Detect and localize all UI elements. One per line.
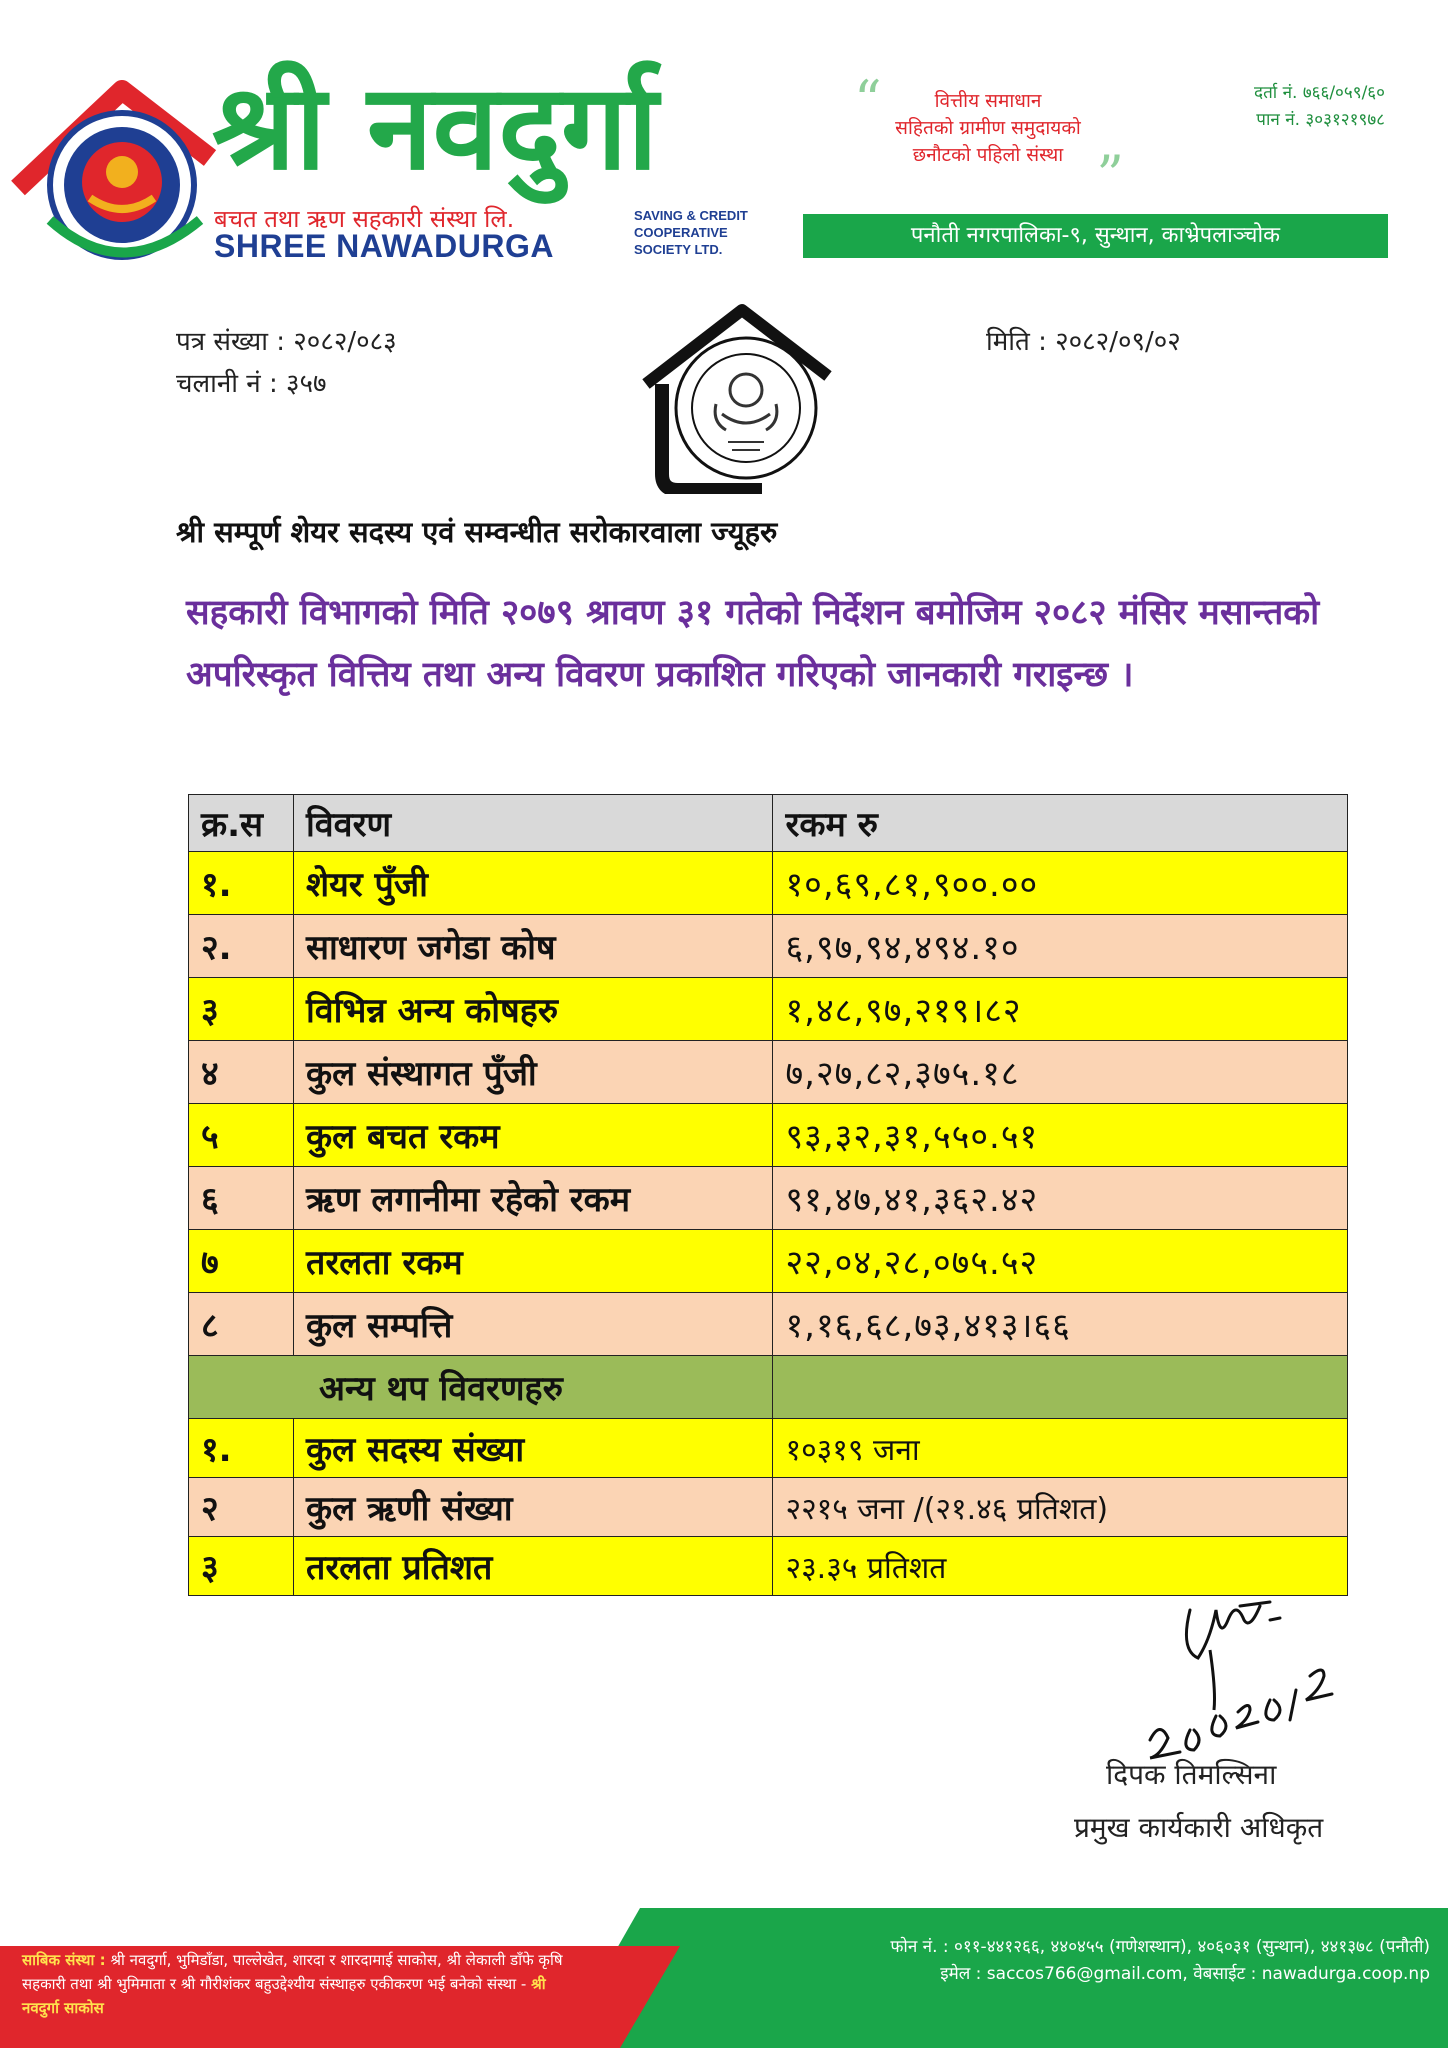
- table-row: [189, 852, 1348, 915]
- row-sn: ५: [189, 1104, 294, 1167]
- row-sn: १.: [189, 1419, 294, 1478]
- footer-former-highlight: श्री नवदुर्गा साकोस: [22, 1975, 546, 2017]
- brand-name-english: SHREE NAWADURGA: [214, 228, 554, 264]
- brand-subtitle-nepali: बचत तथा ऋण सहकारी संस्था लि.: [214, 205, 515, 233]
- table-header-row: [189, 795, 1348, 852]
- row-description: शेयर पुँजी: [293, 852, 773, 915]
- footer-contact: [640, 1934, 1430, 1988]
- footer-phone: फोन नं. : ०११-४४१२६६, ४४०४५५ (गणेशस्थान), ४०६०३१ (सुन्थान), ४४१३७८ (पनौती): [890, 1937, 1430, 1957]
- signer-title: प्रमुख कार्यकारी अधिकृत: [1074, 1811, 1324, 1844]
- row-description: कुल संस्थागत पुँजी: [293, 1041, 773, 1104]
- row-amount: १,१६,६८,७३,४१३।६६: [773, 1293, 1348, 1356]
- row-description: कुल बचत रकम: [293, 1104, 773, 1167]
- quote-text: वित्तीय समाधान सहितको ग्रामीण समुदायको छनौटको पहिलो संस्था: [895, 90, 1081, 166]
- row-sn: २: [189, 1478, 294, 1537]
- row-description: कुल सदस्य संख्या: [293, 1419, 773, 1478]
- close-quote-icon: ”: [1096, 144, 1124, 207]
- pan-number: पान नं. ३०३१२१९७८: [1256, 110, 1385, 130]
- registration-info: [1180, 80, 1385, 134]
- section-empty-cell: [773, 1356, 1348, 1419]
- row-amount: १,४८,९७,२१९।८२: [773, 978, 1348, 1041]
- row-amount: २२१५ जना /(२१.४६ प्रतिशत): [773, 1478, 1348, 1537]
- cooperative-seal-logo: [642, 304, 832, 494]
- quote-box: [854, 69, 1124, 207]
- row-amount: ९३,३२,३१,५५०.५१: [773, 1104, 1348, 1167]
- row-amount: ६,९७,९४,४९४.१०: [773, 915, 1348, 978]
- dispatch-number: चलानी नं : ३५७: [176, 369, 327, 399]
- row-sn: ३: [189, 978, 294, 1041]
- row-description: तरलता प्रतिशत: [293, 1537, 773, 1596]
- footer-former-institutions: [22, 1948, 582, 2020]
- brand-logo-emblem: [10, 70, 240, 270]
- open-quote-icon: “: [854, 69, 882, 132]
- row-description: कुल सम्पत्ति: [293, 1293, 773, 1356]
- column-header-description: विवरण: [293, 795, 773, 852]
- address-bar: पनौती नगरपालिका-९, सुन्थान, काभ्रेपलाञ्चोक: [803, 214, 1388, 258]
- row-sn: ४: [189, 1041, 294, 1104]
- row-amount: २२,०४,२८,०७५.५२: [773, 1230, 1348, 1293]
- footer-email-website: इमेल : saccos766@gmail.com, वेबसाईट : nawadurga.coop.np: [940, 1964, 1430, 1984]
- row-amount: ७,२७,८२,३७५.१८: [773, 1041, 1348, 1104]
- row-sn: ७: [189, 1230, 294, 1293]
- row-sn: ३: [189, 1537, 294, 1596]
- section-title: अन्य थप विवरणहरु: [189, 1356, 773, 1419]
- row-description: साधारण जगेडा कोष: [293, 915, 773, 978]
- row-sn: ८: [189, 1293, 294, 1356]
- row-amount: ९१,४७,४१,३६२.४२: [773, 1167, 1348, 1230]
- table-section-row: [189, 1356, 1348, 1419]
- row-amount: १०,६९,८१,९००.००: [773, 852, 1348, 915]
- row-sn: ६: [189, 1167, 294, 1230]
- row-description: तरलता रकम: [293, 1230, 773, 1293]
- column-header-sn: क्र.स: [189, 795, 294, 852]
- salutation: श्री सम्पूर्ण शेयर सदस्य एवं सम्वन्धीत सरोकारवाला ज्यूहरु: [176, 515, 778, 549]
- table-row: [189, 1419, 1348, 1478]
- financial-summary-table: [188, 794, 1348, 1596]
- brand-tagline-english: SAVING & CREDIT COOPERATIVE SOCIETY LTD.: [634, 208, 748, 257]
- row-amount: २३.३५ प्रतिशत: [773, 1537, 1348, 1596]
- table-row: [189, 978, 1348, 1041]
- row-description: कुल ऋणी संख्या: [293, 1478, 773, 1537]
- row-description: विभिन्न अन्य कोषहरु: [293, 978, 773, 1041]
- letter-date: मिति : २०८२/०९/०२: [986, 327, 1181, 357]
- table-row: [189, 1104, 1348, 1167]
- row-description: ऋण लगानीमा रहेको रकम: [293, 1167, 773, 1230]
- table-row: [189, 1478, 1348, 1537]
- table-row: [189, 1041, 1348, 1104]
- row-sn: १.: [189, 852, 294, 915]
- letter-number: पत्र संख्या : २०८२/०८३: [176, 327, 397, 357]
- row-amount: १०३१९ जना: [773, 1419, 1348, 1478]
- brand-title: श्री नवदुर्गा: [212, 58, 658, 196]
- footer-former-label: साबिक संस्था :: [22, 1951, 106, 1969]
- registration-number: दर्ता नं. ७६६/०५९/६०: [1254, 83, 1385, 103]
- table-row: [189, 1293, 1348, 1356]
- footer-former-text: श्री नवदुर्गा, भुमिडाँडा, पाल्लेखेत, शारदा र शारदामाई साकोस, श्री लेकाली डाँफे कृषि सहकारी तथा श्री भुमिमाता र श्री गौरीशंकर बहुउद्देश्यीय संस्थाहरु एकीकरण भई बनेको संस्था -: [22, 1951, 563, 1993]
- signer-name: दिपक तिमल्सिना: [1106, 1758, 1277, 1791]
- column-header-amount: रकम रु: [773, 795, 1348, 852]
- notice-paragraph: सहकारी विभागको मिति २०७९ श्रावण ३१ गतेको निर्देशन बमोजिम २०८२ मंसिर मसान्तको अपरिस्कृत वित्तिय तथा अन्य विवरण प्रकाशित गरिएको जानकारी गराइन्छ ।: [186, 593, 1320, 695]
- row-sn: २.: [189, 915, 294, 978]
- table-row: [189, 915, 1348, 978]
- table-row: [189, 1230, 1348, 1293]
- table-row: [189, 1167, 1348, 1230]
